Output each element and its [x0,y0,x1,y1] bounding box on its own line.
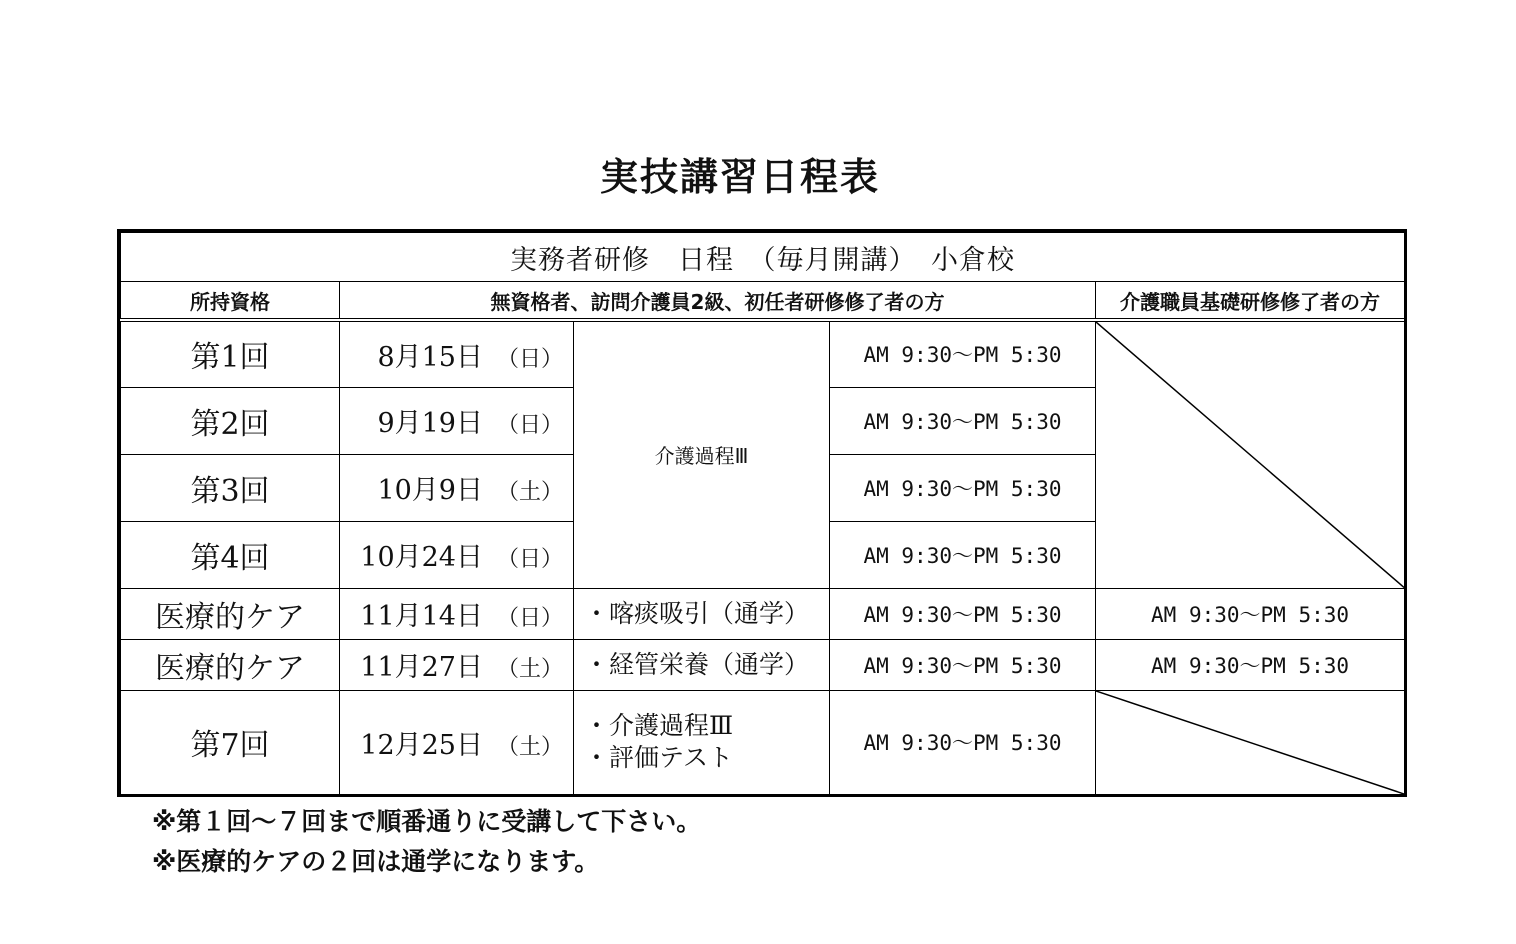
schedule-table [117,229,1407,797]
time-cell-group-b: AM 9:30～PM 5:30 [1096,588,1405,639]
date-cell [340,690,574,794]
page-title: 実技講習日程表 [599,155,880,199]
date-cell [340,588,574,639]
topic-line: ・評価テスト [584,743,734,772]
banner-row [121,233,1405,282]
date-text: 10月24日 [360,542,483,573]
date-cell [340,639,574,690]
round-cell: 医療的ケア [121,639,340,690]
date-cell [340,387,574,454]
time-cell: AM 9:30～PM 5:30 [830,320,1096,387]
weekday-text: （日） [496,346,563,372]
topic-cell-merged: 介護過程Ⅲ [574,320,830,588]
date-cell [340,454,574,521]
time-cell: AM 9:30～PM 5:30 [830,588,1096,639]
header-qualification: 所持資格 [121,282,340,321]
weekday-text: （日） [496,606,563,631]
date-text: 11月14日 [360,601,483,632]
round-cell: 第1回 [121,320,340,387]
round-cell: 第4回 [121,521,340,588]
round-cell: 第2回 [121,387,340,454]
diagonal-empty-cell [1096,320,1405,588]
banner-cell: 実務者研修 日程 （毎月開講） 小倉校 [121,233,1405,282]
date-text: 12月25日 [360,729,483,761]
time-cell: AM 9:30～PM 5:30 [830,521,1096,588]
table-row [121,690,1405,794]
table-row [121,639,1405,690]
date-text: 8月15日 [377,341,483,373]
note-commute: ※医療的ケアの２回は通学になります。 [152,847,600,876]
weekday-text: （土） [496,657,563,682]
round-cell: 第3回 [121,454,340,521]
weekday-text: （土） [496,480,563,505]
diagonal-line [1096,691,1404,794]
table-row [121,588,1405,639]
diagonal-empty-cell [1096,690,1405,794]
date-cell [340,320,574,387]
header-row [121,282,1405,321]
table-row [121,320,1405,387]
date-cell [340,521,574,588]
header-group-b: 介護職員基礎研修修了者の方 [1096,282,1405,321]
round-cell: 第7回 [121,690,340,794]
topic-line: ・介護過程Ⅲ [584,711,734,740]
date-text: 10月9日 [377,475,483,506]
topic-cell: ・喀痰吸引（通学） [574,588,830,639]
topic-cell: ・経管栄養（通学） [574,639,830,690]
time-cell: AM 9:30～PM 5:30 [830,387,1096,454]
diagonal-line [1096,322,1404,588]
weekday-text: （土） [496,734,563,760]
header-group-a: 無資格者、訪問介護員2級、初任者研修修了者の方 [340,282,1096,321]
time-cell: AM 9:30～PM 5:30 [830,454,1096,521]
round-cell: 医療的ケア [121,588,340,639]
date-text: 11月27日 [360,652,483,683]
weekday-text: （日） [496,413,563,438]
time-cell: AM 9:30～PM 5:30 [830,690,1096,794]
date-text: 9月19日 [377,408,483,439]
weekday-text: （日） [496,547,563,572]
time-cell-group-b: AM 9:30～PM 5:30 [1096,639,1405,690]
time-cell: AM 9:30～PM 5:30 [830,639,1096,690]
note-order: ※第１回～７回まで順番通りに受講して下さい。 [152,807,702,836]
topic-cell [574,690,830,794]
